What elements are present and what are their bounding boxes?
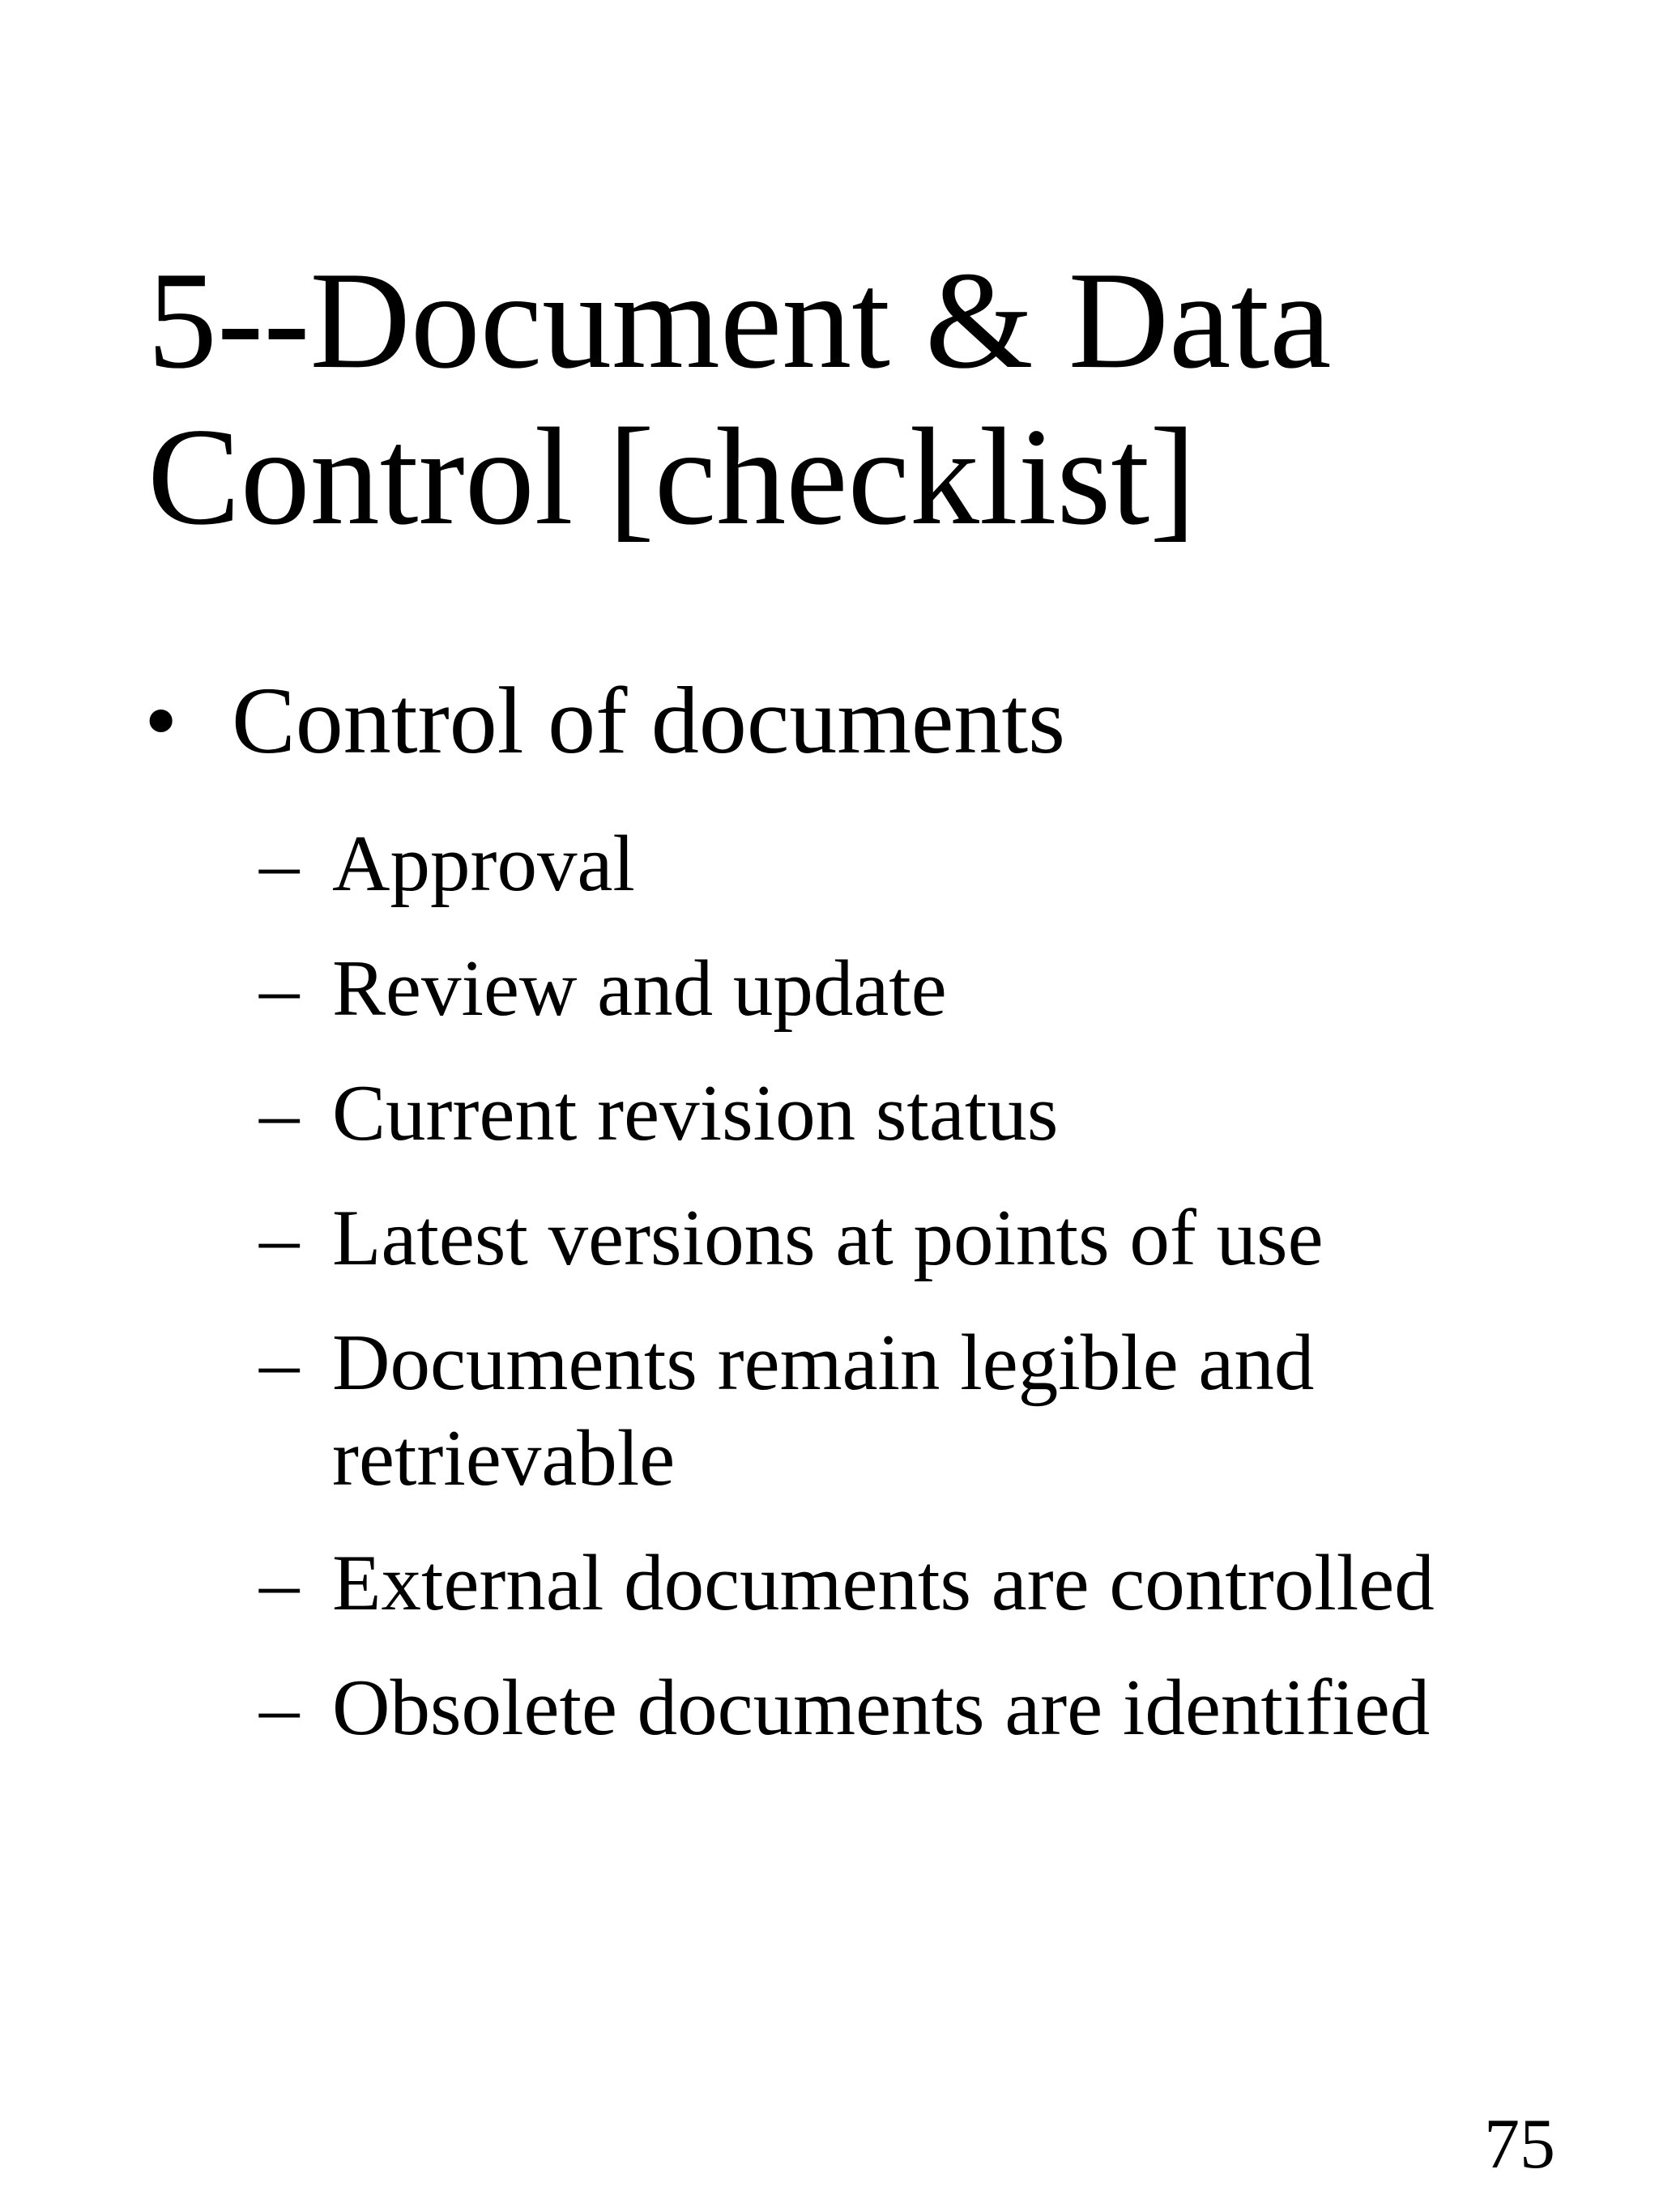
sub-item-text: Current revision status: [332, 1069, 1059, 1157]
title-line-1: 5--Document & Data: [147, 244, 1332, 398]
bullet-icon: •: [144, 667, 178, 774]
sub-item: [259, 816, 1636, 912]
dash-icon: –: [259, 1069, 300, 1157]
sub-item: [259, 941, 1636, 1037]
sub-item: [259, 1066, 1636, 1161]
sub-item-text: Approval: [332, 820, 635, 908]
bullet-item: [144, 664, 1065, 778]
dash-icon: –: [259, 1194, 300, 1282]
sub-item-text: Obsolete documents are identified: [332, 1664, 1431, 1752]
bullet-text: Control of documents: [232, 667, 1066, 774]
dash-icon: –: [259, 944, 300, 1033]
sub-item-text: External documents are controlled: [332, 1539, 1435, 1627]
sub-item: [259, 1536, 1636, 1631]
dash-icon: –: [259, 1664, 300, 1752]
dash-icon: –: [259, 820, 300, 908]
slide-title: [147, 243, 1589, 556]
title-line-2: Control [checklist]: [147, 400, 1196, 554]
sub-item-list: [259, 816, 1636, 1785]
dash-icon: –: [259, 1539, 300, 1627]
dash-icon: –: [259, 1319, 300, 1407]
sub-item: [259, 1315, 1636, 1507]
sub-item-text: Review and update: [332, 944, 947, 1033]
sub-item: [259, 1191, 1636, 1286]
page-number: 75: [1484, 2105, 1555, 2184]
sub-item-text: Documents remain legible and retrievable: [332, 1319, 1315, 1502]
sub-item: [259, 1660, 1636, 1756]
sub-item-text: Latest versions at points of use: [332, 1194, 1324, 1282]
